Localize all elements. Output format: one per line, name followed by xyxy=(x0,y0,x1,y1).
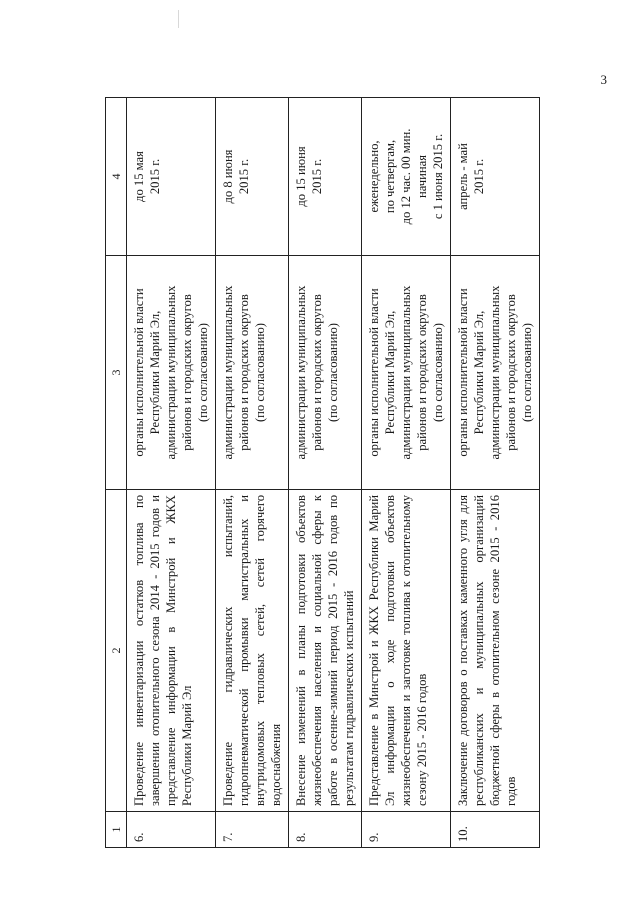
executor-line: администрации муниципальных xyxy=(221,285,235,460)
activity-text: Внесение изменений в планы подготовки объектов жизнеобеспечения населения и социальной сферы к работе в осенне-зимний период 2015 - 2016 годов по результатам гидравлических испытаний xyxy=(289,490,362,812)
executor-cell xyxy=(362,256,451,490)
executor-line: (по согласованию) xyxy=(196,323,210,423)
executor-line: органы исполнительной власти xyxy=(456,288,470,457)
deadline-line: 2015 г. xyxy=(310,158,324,195)
scan-artifact xyxy=(178,10,179,28)
column-number-3: 3 xyxy=(106,256,127,490)
executor-line: районов и городских округов xyxy=(415,294,429,451)
row-number: 10. xyxy=(451,812,540,848)
row-number: 8. xyxy=(289,812,362,848)
activity-text: Заключение договоров о поставках каменного угля для республиканских и муниципальных организаций бюджетной сферы в отопительном сезоне 2015 - 2016 годов xyxy=(451,490,540,812)
deadline-line: 2015 г. xyxy=(472,158,486,195)
row-number: 7. xyxy=(216,812,289,848)
table-header-row xyxy=(106,98,127,848)
executor-cell xyxy=(127,256,216,490)
executor-line: администрации муниципальных xyxy=(399,285,413,460)
deadline-line: до 8 июня xyxy=(221,149,235,204)
deadline-cell xyxy=(451,98,540,256)
deadline-line: по четвергам, xyxy=(383,139,397,214)
rotated-table-container xyxy=(105,98,534,848)
deadline-line: до 15 мая xyxy=(132,151,146,202)
row-number: 9. xyxy=(362,812,451,848)
executor-line: органы исполнительной власти xyxy=(132,288,146,457)
column-number-2: 2 xyxy=(106,490,127,812)
executor-line: районов и городских округов xyxy=(180,294,194,451)
column-number-4: 4 xyxy=(106,98,127,256)
executor-line: районов и городских округов xyxy=(310,294,324,451)
deadline-line: до 12 час. 00 мин. xyxy=(399,128,413,225)
row-number: 6. xyxy=(127,812,216,848)
executor-line: Республики Марий Эл, xyxy=(383,310,397,435)
executor-line: администрации муниципальных xyxy=(164,285,178,460)
deadline-cell xyxy=(362,98,451,256)
executor-cell xyxy=(289,256,362,490)
executor-line: Республики Марий Эл, xyxy=(148,310,162,435)
executor-line: (по согласованию) xyxy=(520,323,534,423)
executor-line: Республики Марий Эл, xyxy=(472,310,486,435)
executor-line: районов и городских округов xyxy=(504,294,518,451)
executor-line: администрации муниципальных xyxy=(294,285,308,460)
schedule-table xyxy=(105,97,540,848)
executor-line: (по согласованию) xyxy=(326,323,340,423)
deadline-line: еженедельно, xyxy=(367,140,381,213)
deadline-cell xyxy=(289,98,362,256)
column-number-1: 1 xyxy=(106,812,127,848)
deadline-line: начиная xyxy=(415,154,429,199)
activity-text: Проведение инвентаризации остатков топлива по завершении отопительного сезона 2014 - 2015 годов и представление информации в Минстрой и ЖКХ Республики Марий Эл xyxy=(127,490,216,812)
page-number: 3 xyxy=(600,72,607,87)
deadline-line: с 1 июня 2015 г. xyxy=(431,133,445,220)
deadline-line: апрель - май xyxy=(456,143,470,210)
deadline-cell xyxy=(127,98,216,256)
table-row xyxy=(451,98,540,848)
executor-line: районов и городских округов xyxy=(237,294,251,451)
deadline-cell xyxy=(216,98,289,256)
deadline-line: до 15 июня xyxy=(294,146,308,207)
table-row xyxy=(216,98,289,848)
executor-line: администрации муниципальных xyxy=(488,285,502,460)
deadline-line: 2015 г. xyxy=(148,158,162,195)
executor-cell xyxy=(216,256,289,490)
activity-text: Представление в Минстрой и ЖКХ Республики Марий Эл информации о ходе подготовки объектов жизнеобеспечения и заготовке топлива к отопительному сезону 2015 - 2016 годов xyxy=(362,490,451,812)
activity-text: Проведение гидравлических испытаний, гидропневматической промывки магистральных и внутридомовых тепловых сетей, сетей горячего водоснабжения xyxy=(216,490,289,812)
deadline-line: 2015 г. xyxy=(237,158,251,195)
executor-line: (по согласованию) xyxy=(253,323,267,423)
table-row xyxy=(289,98,362,848)
table-row xyxy=(362,98,451,848)
table-row xyxy=(127,98,216,848)
executor-line: органы исполнительной власти xyxy=(367,288,381,457)
executor-line: (по согласованию) xyxy=(431,323,445,423)
executor-cell xyxy=(451,256,540,490)
